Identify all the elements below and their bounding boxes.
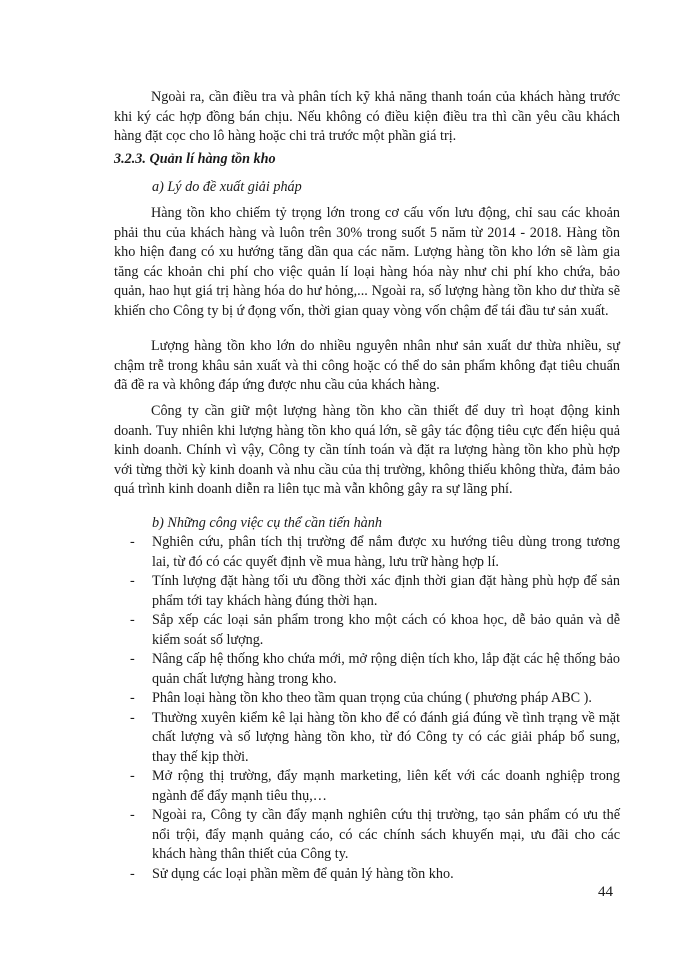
list-item-text: Ngoài ra, Công ty cần đẩy mạnh nghiên cứu thị trường, tạo sản phẩm có ưu thế nổi trội, đẩy mạnh quảng cáo, có các chính sách khuyến mại, ưu đãi cho các khách hàng thân thiết của Công ty. <box>152 807 620 862</box>
paragraph-payment-check: Ngoài ra, cần điều tra và phân tích kỹ khả năng thanh toán của khách hàng trước khi ký các hợp đồng bán chịu. Nếu không có điều kiện điều tra thì cần yêu cầu khách hàng đặt cọc cho lô hàng hoặc chi trả trước một phần giá trị. <box>114 89 620 144</box>
subheading-tasks: b) Những công việc cụ thể cần tiến hành <box>152 515 382 531</box>
bullet-dash: - <box>130 807 135 823</box>
list-item-text: Nâng cấp hệ thống kho chứa mới, mở rộng diện tích kho, lắp đặt các hệ thống bảo quản chất lượng hàng trong kho. <box>152 651 620 687</box>
list-item-text: Phân loại hàng tồn kho theo tầm quan trọng của chúng ( phương pháp ABC ). <box>152 690 592 706</box>
bullet-dash: - <box>130 612 135 628</box>
bullet-dash: - <box>130 768 135 784</box>
list-item-text: Tính lượng đặt hàng tối ưu đồng thời xác định thời gian đặt hàng phù hợp để sản phẩm tới tay khách hàng đúng thời hạn. <box>152 573 620 609</box>
list-item <box>130 767 620 806</box>
list-item <box>130 865 620 885</box>
paragraph-inventory-share: Hàng tồn kho chiếm tỷ trọng lớn trong cơ cấu vốn lưu động, chỉ sau các khoản phải thu của khách hàng và luôn trên 30% trong suốt 5 năm từ 2014 - 2018. Hàng tồn kho hiện đang có xu hướng tăng dần qua các năm. Lượng hàng tồn kho lớn sẽ làm gia tăng các khoản chi phí cho việc quản lí loại hàng hóa này như chi phí kho chứa, bảo quản, hao hụt giá trị hàng hóa do hư hỏng,... Ngoài ra, số lượng hàng tồn kho dư thừa sẽ khiến cho Công ty bị ứ đọng vốn, thời gian quay vòng vốn chậm để tái đầu tư sản xuất. <box>114 205 620 319</box>
list-item-text: Thường xuyên kiểm kê lại hàng tồn kho để có đánh giá đúng về tình trạng về mặt chất lượng và số lượng hàng tồn kho, từ đó Công ty có các giải pháp bổ sung, thay thế kịp thời. <box>152 709 620 765</box>
paragraph-inventory-balance: Công ty cần giữ một lượng hàng tồn kho cần thiết để duy trì hoạt động kinh doanh. Tuy nhiên khi lượng hàng tồn kho quá lớn, sẽ gây tác động tiêu cực đến hiệu quả kinh doanh. Chính vì vậy, Công ty cần tính toán và đặt ra lượng hàng tồn kho phù hợp với từng thời kỳ kinh doanh và nhu cầu của thị trường, không thiếu không thừa, đảm bảo quá trình kinh doanh diễn ra liên tục mà vẫn không gây ra sự lãng phí. <box>114 403 620 497</box>
list-item-text: Sắp xếp các loại sản phẩm trong kho một cách có khoa học, dễ bảo quản và dễ kiểm soát số lượng. <box>152 612 620 648</box>
paragraph-inventory-causes: Lượng hàng tồn kho lớn do nhiều nguyên nhân như sản xuất dư thừa nhiều, sự chậm trễ trong khâu sản xuất và thi công hoặc có thể do sản phẩm không đạt tiêu chuẩn đã đề ra và không đáp ứng được nhu cầu của khách hàng. <box>114 338 620 393</box>
bullet-dash: - <box>130 865 135 882</box>
page-number: 44 <box>598 884 613 900</box>
list-item <box>130 650 620 689</box>
bullet-dash: - <box>130 709 135 726</box>
subheading-reason: a) Lý do đề xuất giải pháp <box>152 179 302 195</box>
bullet-dash: - <box>130 573 135 589</box>
list-item <box>130 709 620 768</box>
list-item <box>130 533 620 572</box>
section-heading-inventory: 3.2.3. Quản lí hàng tồn kho <box>114 151 276 167</box>
list-item <box>130 689 620 709</box>
list-item-text: Sử dụng các loại phần mềm để quản lý hàng tồn kho. <box>152 865 454 882</box>
list-item-text: Nghiên cứu, phân tích thị trường để nắm được xu hướng tiêu dùng trong tương lai, từ đó có các quyết định về mua hàng, lưu trữ hàng hợp lí. <box>152 534 620 570</box>
list-item <box>130 572 620 611</box>
bullet-dash: - <box>130 534 135 550</box>
list-item-text: Mở rộng thị trường, đẩy mạnh marketing, liên kết với các doanh nghiệp trong ngành để đẩy mạnh tiêu thụ,… <box>152 768 620 804</box>
bullet-dash: - <box>130 651 135 667</box>
list-item <box>130 611 620 650</box>
bullet-dash: - <box>130 690 135 706</box>
task-list <box>130 533 620 884</box>
list-item <box>130 806 620 865</box>
